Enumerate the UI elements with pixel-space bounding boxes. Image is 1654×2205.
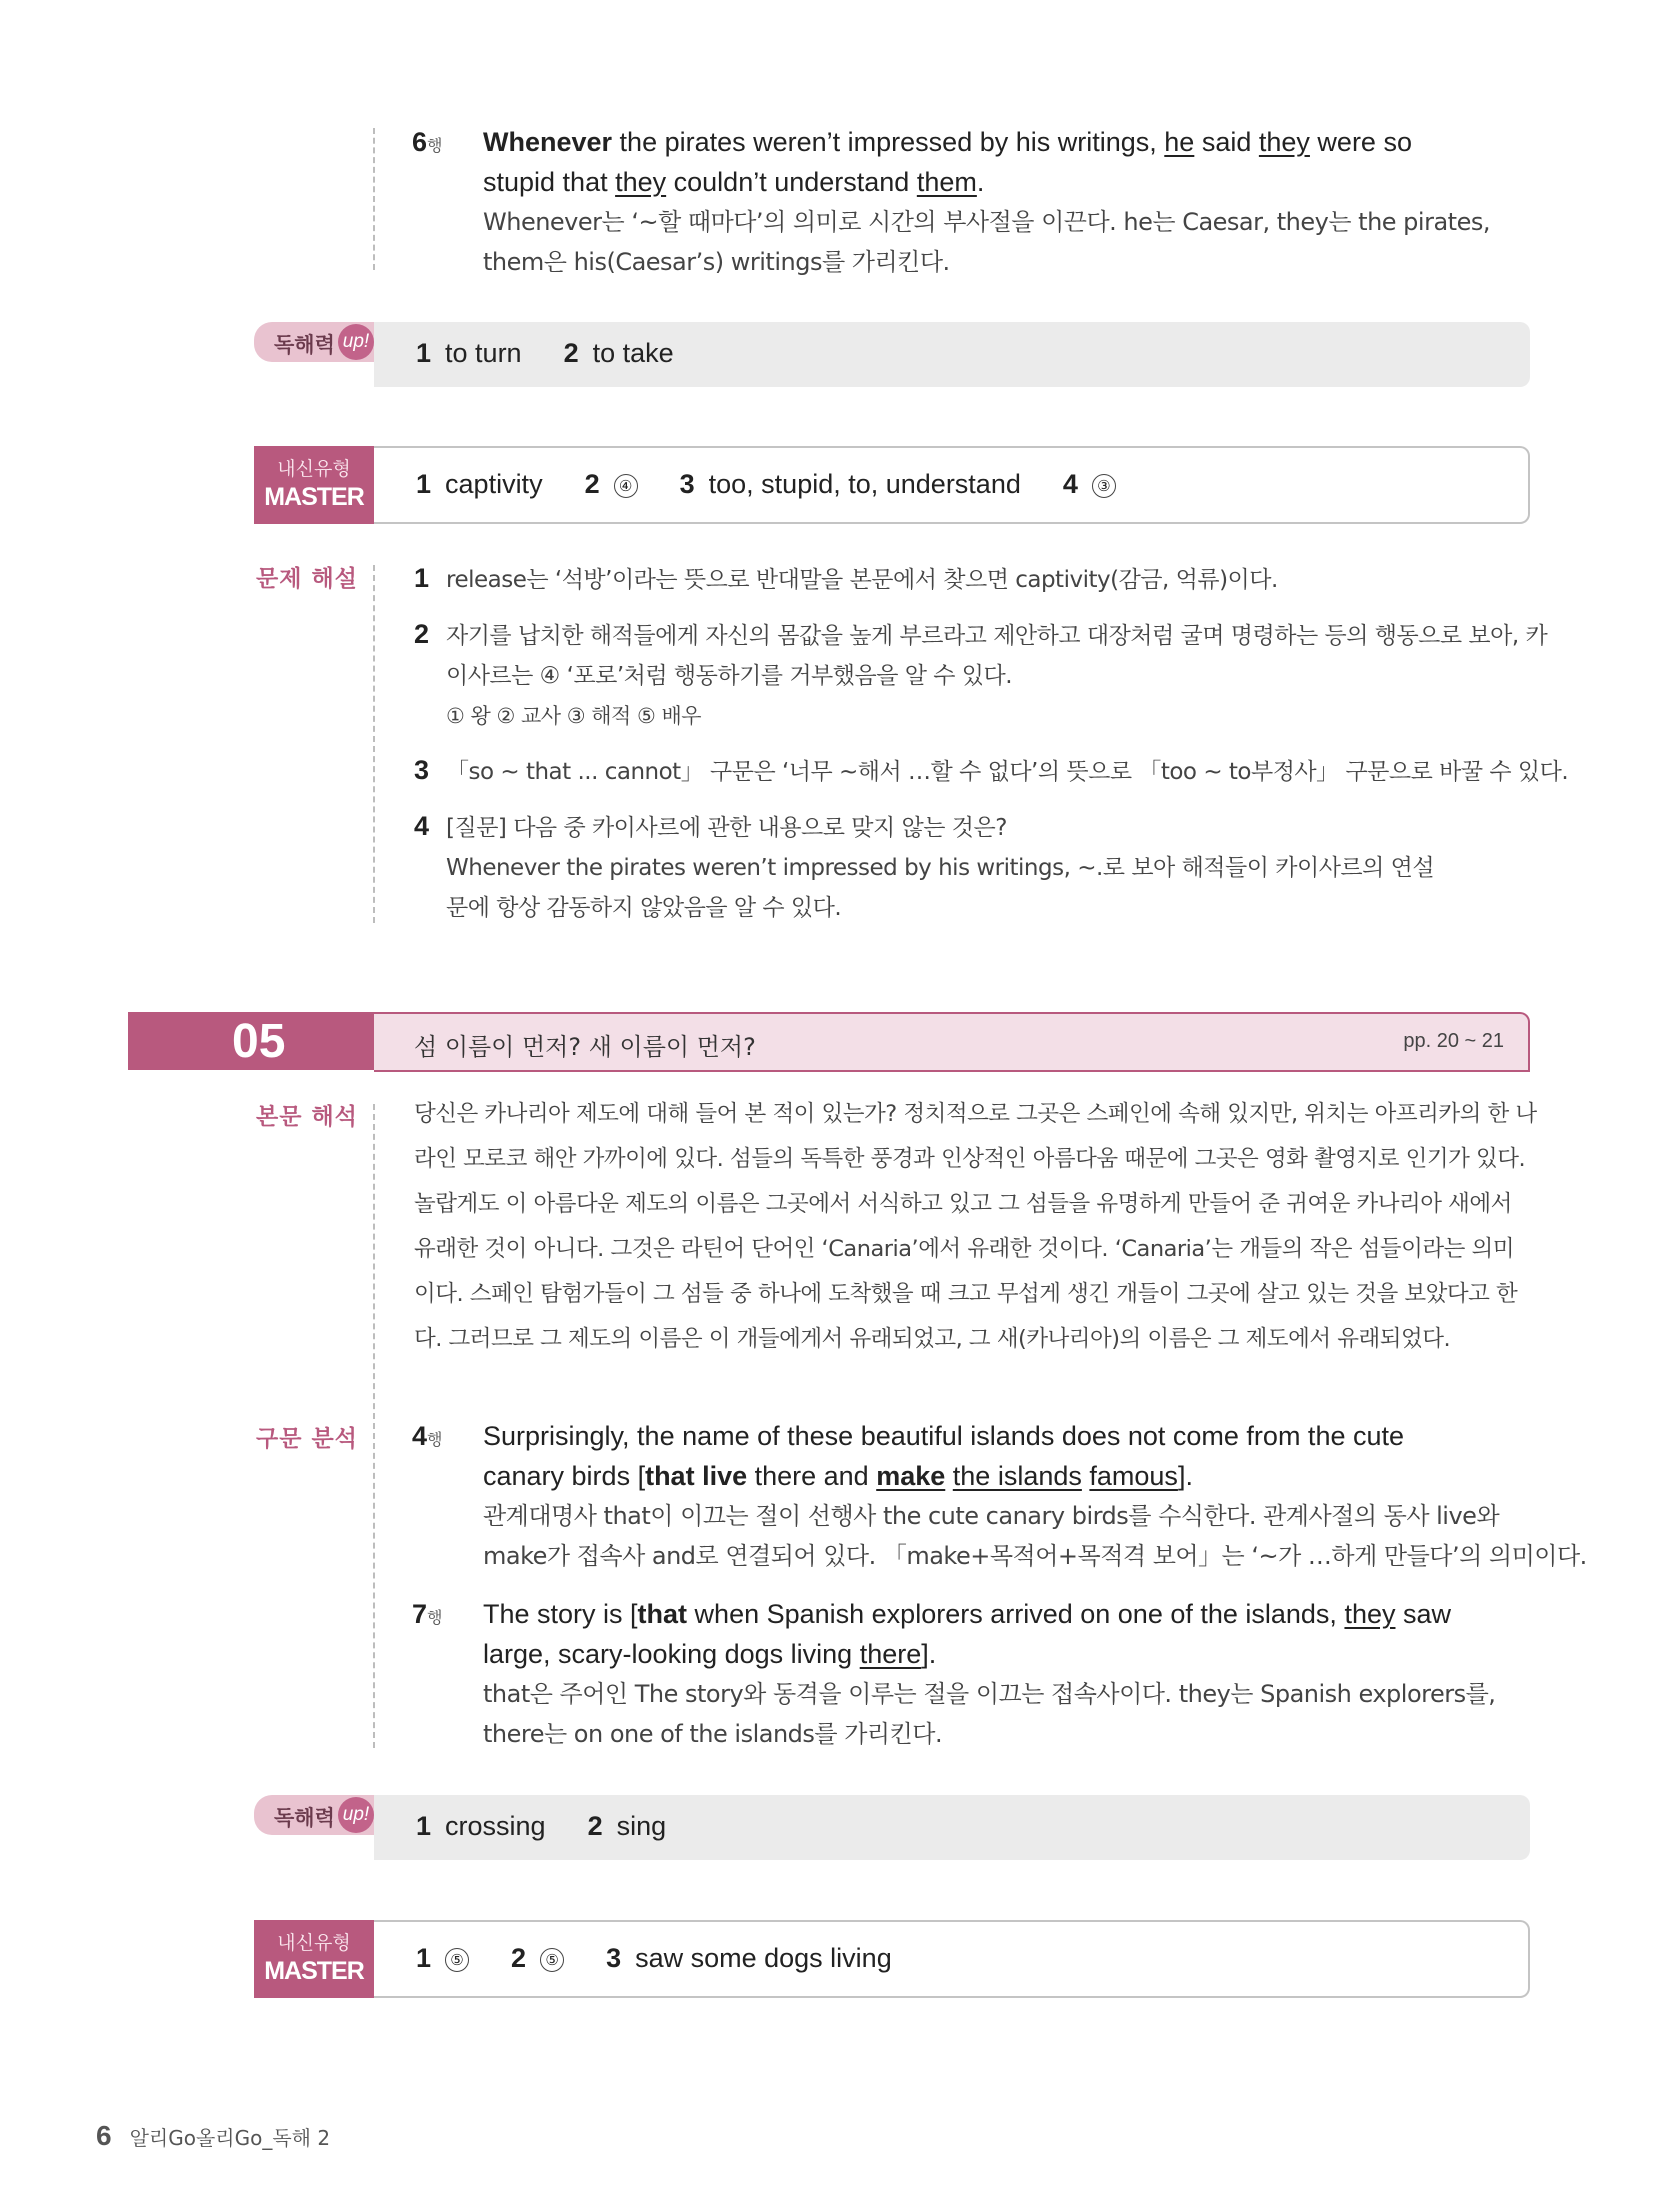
reading-up-tag bbox=[254, 1795, 374, 1835]
dashed-divider bbox=[373, 565, 375, 923]
answer-list bbox=[416, 338, 674, 369]
explanation-line: them은 his(Caesar’s) writings를 가리킨다. bbox=[483, 248, 950, 276]
reading-up-answer-bar bbox=[374, 1795, 1530, 1860]
answer-text: sing bbox=[616, 1811, 667, 1841]
item-number: 7 bbox=[412, 1599, 428, 1629]
answer-text: too, stupid, to, understand bbox=[708, 469, 1021, 499]
text-run: when Spanish explorers arrived on one of the islands, bbox=[687, 1599, 1345, 1629]
master-big-label: MASTER bbox=[264, 483, 364, 511]
underlined-word: they bbox=[1344, 1599, 1396, 1629]
translation-label: 본문 해석 bbox=[256, 1104, 358, 1130]
text-run: canary birds [ bbox=[483, 1461, 646, 1491]
answer-number: 1 bbox=[416, 1943, 432, 1973]
line-marker: 행 bbox=[427, 1432, 443, 1449]
underlined-word: they bbox=[615, 167, 667, 197]
translation-line: 다. 그러므로 그 제도의 이름은 이 개들에게서 유래되었고, 그 새(카나리아)의 이름은 그 제도에서 유래되었다. bbox=[414, 1326, 1451, 1352]
structure-item-4-text bbox=[483, 1416, 1587, 1576]
solution-item-1 bbox=[414, 558, 1534, 600]
section-title: 섬 이름이 먼저? 새 이름이 먼저? bbox=[414, 1033, 756, 1061]
underlined-word: the islands bbox=[952, 1461, 1082, 1491]
section-title-bar bbox=[374, 1012, 1530, 1072]
text-run: large, scary-looking dogs living bbox=[483, 1639, 860, 1669]
reading-up-label: 독해력 bbox=[274, 1806, 335, 1830]
up-badge-icon: up! bbox=[338, 1797, 374, 1833]
underlined-word: them bbox=[916, 167, 977, 197]
item-number: 1 bbox=[414, 563, 429, 593]
bold-word: that bbox=[637, 1599, 688, 1629]
master-big-label: MASTER bbox=[264, 1957, 364, 1985]
page-footer bbox=[96, 2120, 330, 2152]
answer-circled-number: ⑤ bbox=[540, 1948, 564, 1972]
answer-text: crossing bbox=[445, 1811, 546, 1841]
master-answer-box bbox=[374, 1920, 1530, 1998]
item-number: 4 bbox=[414, 811, 429, 841]
answer-text: saw some dogs living bbox=[635, 1943, 892, 1973]
structure-item-7-text bbox=[483, 1594, 1495, 1754]
solution-text: 문에 항상 감동하지 않았음을 알 수 있다. bbox=[446, 895, 842, 921]
translation-line: 라인 모로코 해안 가까이에 있다. 섬들의 독특한 풍경과 인상적인 아름다움 때문에 그곳은 영화 촬영지로 인기가 있다. bbox=[414, 1146, 1526, 1172]
solution-text: Whenever the pirates weren’t impressed by his writings, ~.로 보아 해적들이 카이사르의 연설 bbox=[446, 855, 1435, 881]
sentence-line: Surprisingly, the name of these beautiful islands does not come from the cute bbox=[483, 1421, 1405, 1451]
explanation-line: there는 on one of the islands를 가리킨다. bbox=[483, 1720, 943, 1748]
reading-up-label: 독해력 bbox=[274, 333, 335, 357]
reading-up-answer-bar bbox=[374, 322, 1530, 387]
answer-list bbox=[416, 1943, 892, 1974]
solution-text: 이사르는 ④ ‘포로’처럼 행동하기를 거부했음을 알 수 있다. bbox=[446, 663, 1013, 689]
answer-text: captivity bbox=[445, 469, 543, 499]
master-tag bbox=[254, 1920, 374, 1998]
solution-list bbox=[414, 558, 1569, 928]
page-reference: pp. 20 ~ 21 bbox=[1403, 1030, 1504, 1052]
text-run bbox=[945, 1461, 953, 1491]
bold-word: Whenever bbox=[483, 127, 613, 157]
structure-item-6 bbox=[412, 122, 443, 167]
translation-line: 놀랍게도 이 아름다운 제도의 이름은 그곳에서 서식하고 있고 그 섬들을 유명하게 만들어 준 귀여운 카나리아 새에서 bbox=[414, 1191, 1512, 1217]
text-run: The story is [ bbox=[483, 1599, 638, 1629]
explanation-line: make가 접속사 and로 연결되어 있다. 「make+목적어+목적격 보어」는 ‘~가 …하게 만들다’의 의미이다. bbox=[483, 1542, 1587, 1570]
underlined-word: he bbox=[1164, 127, 1195, 157]
explanation-line: 관계대명사 that이 이끄는 절이 선행사 the cute canary birds를 수식한다. 관계사절의 동사 live와 bbox=[483, 1502, 1500, 1530]
reading-up-tag bbox=[254, 322, 374, 362]
item-number: 3 bbox=[414, 755, 429, 785]
solution-item-2 bbox=[414, 614, 1548, 656]
text-run: were so bbox=[1309, 127, 1412, 157]
answer-number: 1 bbox=[416, 1811, 432, 1841]
sentence-line bbox=[483, 1634, 1495, 1674]
text-run: the pirates weren’t impressed by his writings, bbox=[612, 127, 1165, 157]
answer-list bbox=[416, 469, 1116, 500]
section-number-text: 05 bbox=[232, 1015, 286, 1068]
explanation-line: Whenever는 ‘~할 때마다’의 의미로 시간의 부사절을 이끈다. he는 Caesar, they는 the pirates, bbox=[483, 208, 1490, 236]
answer-circled-number: ④ bbox=[614, 474, 638, 498]
solution-text: 「so ~ that ... cannot」 구문은 ‘너무 ~해서 …할 수 없다’의 뜻으로 「too ~ to부정사」 구문으로 바꿀 수 있다. bbox=[446, 759, 1569, 785]
text-run: said bbox=[1194, 127, 1259, 157]
item-number: 6 bbox=[412, 127, 428, 157]
up-badge-icon: up! bbox=[338, 324, 374, 360]
solution-item-4 bbox=[414, 806, 1534, 848]
text-run: . bbox=[976, 167, 985, 197]
answer-text: to take bbox=[592, 338, 674, 368]
answer-number: 1 bbox=[416, 469, 432, 499]
text-run: ]. bbox=[1177, 1461, 1193, 1491]
line-marker: 행 bbox=[427, 1610, 443, 1627]
master-small-label: 내신유형 bbox=[277, 458, 351, 480]
explanation-line: that은 주어인 The story와 동격을 이루는 절을 이끄는 접속사이다. they는 Spanish explorers를, bbox=[483, 1680, 1496, 1708]
answer-number: 2 bbox=[584, 469, 600, 499]
page-number: 6 bbox=[96, 2120, 112, 2151]
text-run: stupid that bbox=[483, 167, 616, 197]
solution-label: 문제 해설 bbox=[256, 566, 358, 592]
answer-number: 2 bbox=[587, 1811, 603, 1841]
structure-item-7 bbox=[412, 1594, 443, 1639]
analysis-label: 구문 분석 bbox=[256, 1426, 358, 1452]
bold-word: that live bbox=[645, 1461, 748, 1491]
master-small-label: 내신유형 bbox=[277, 1932, 351, 1954]
sentence-line bbox=[483, 162, 1490, 202]
master-answer-box bbox=[374, 446, 1530, 524]
answer-number: 4 bbox=[1062, 469, 1078, 499]
answer-number: 3 bbox=[679, 469, 695, 499]
answer-circled-number: ⑤ bbox=[445, 1948, 469, 1972]
underlined-word: there bbox=[859, 1639, 922, 1669]
item-number: 2 bbox=[414, 619, 429, 649]
choice-list: ① 왕 ② 교사 ③ 해적 ⑤ 배우 bbox=[446, 704, 702, 728]
line-marker: 행 bbox=[427, 138, 443, 155]
sentence-line bbox=[483, 1594, 1495, 1634]
master-tag bbox=[254, 446, 374, 524]
solution-text: [질문] 다음 중 카이사르에 관한 내용으로 맞지 않는 것은? bbox=[446, 815, 1007, 841]
text-run: ]. bbox=[921, 1639, 937, 1669]
solution-text: 자기를 납치한 해적들에게 자신의 몸값을 높게 부르라고 제안하고 대장처럼 굴며 명령하는 등의 행동으로 보아, 카 bbox=[446, 623, 1548, 649]
sentence-line bbox=[483, 122, 1490, 162]
text-run: couldn’t understand bbox=[666, 167, 917, 197]
answer-number: 2 bbox=[563, 338, 579, 368]
answer-number: 2 bbox=[511, 1943, 527, 1973]
dashed-divider bbox=[373, 1104, 375, 1748]
item-number: 4 bbox=[412, 1421, 428, 1451]
book-title: 알리Go올리Go_독해 2 bbox=[129, 2126, 331, 2150]
translation-line: 유래한 것이 아니다. 그것은 라틴어 단어인 ‘Canaria’에서 유래한 것이다. ‘Canaria’는 개들의 작은 섬들이라는 의미 bbox=[414, 1236, 1514, 1262]
translation-line: 이다. 스페인 탐험가들이 그 섬들 중 하나에 도착했을 때 크고 무섭게 생긴 개들이 그곳에 살고 있는 것을 보았다고 한 bbox=[414, 1281, 1518, 1307]
solution-item-3 bbox=[414, 750, 1569, 792]
text-run: saw bbox=[1395, 1599, 1452, 1629]
structure-item-4 bbox=[412, 1416, 443, 1461]
text-run: there and bbox=[747, 1461, 877, 1491]
sentence-line bbox=[483, 1456, 1587, 1496]
bold-underlined-word: make bbox=[876, 1461, 946, 1491]
translation-line: 당신은 카나리아 제도에 대해 들어 본 적이 있는가? 정치적으로 그곳은 스페인에 속해 있지만, 위치는 아프리카의 한 나 bbox=[414, 1101, 1537, 1127]
solution-text: release는 ‘석방’이라는 뜻으로 반대말을 본문에서 찾으면 captivity(감금, 억류)이다. bbox=[446, 567, 1278, 593]
answer-text: to turn bbox=[445, 338, 522, 368]
answer-number: 3 bbox=[606, 1943, 622, 1973]
answer-list bbox=[416, 1811, 666, 1842]
structure-item-6-text bbox=[483, 122, 1490, 282]
answer-circled-number: ③ bbox=[1092, 474, 1116, 498]
underlined-word: famous bbox=[1089, 1461, 1178, 1491]
dashed-divider bbox=[373, 128, 375, 270]
translation-paragraph bbox=[414, 1092, 1537, 1362]
underlined-word: they bbox=[1258, 127, 1310, 157]
section-number bbox=[128, 1012, 374, 1070]
answer-number: 1 bbox=[416, 338, 432, 368]
